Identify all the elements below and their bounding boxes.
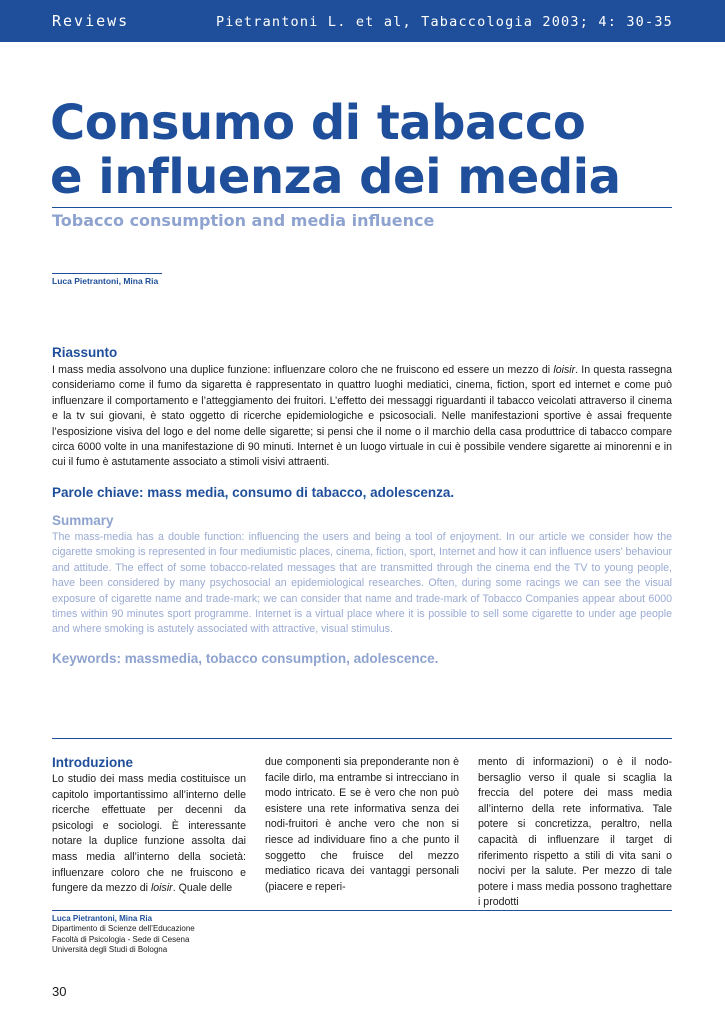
affiliation-authors: Luca Pietrantoni, Mina Ria — [52, 914, 153, 923]
body-column-3: mento di informazioni) o è il nodo-bersaglio verso il quale si scaglia la freccia del potere dei mass media all’interno della rete informativa. Tale potere si concretizza, peraltro, nella capacità di influenzare il target di riferimento rispetto a stili di vita sani o nocivi per la salute. Per mezzo di tale potere i mass media possono traghettare i prodotti — [478, 756, 672, 909]
authors-rule — [52, 273, 162, 274]
journal-header-bar — [0, 0, 725, 42]
affiliation-line-3: Università degli Studi di Bologna — [52, 945, 168, 955]
page-number: 30 — [52, 984, 67, 999]
article-title — [50, 96, 690, 204]
body-column-2: due componenti sia preponderante non è facile dirlo, ma entrambe si intrecciano in modo intricato. E se è vero che non può esistere una rete informativa senza dei nodi-fruitori è anche vero che non si riesce ad individuare fino a che punto il soggetto che fruisce del mezzo mediatico ricava dei vantaggi personali (piacere e reperi- — [265, 756, 459, 893]
article-subtitle: Tobacco consumption and media influence — [52, 211, 435, 230]
title-line-2: e influenza dei media — [50, 149, 621, 205]
affiliation-line-2: Facoltà di Psicologia - Sede di Cesena — [52, 934, 190, 944]
parole-chiave: Parole chiave: mass media, consumo di tabacco, adolescenza. — [52, 485, 455, 500]
title-rule — [52, 207, 672, 208]
column-1-text-end: . Quale delle — [172, 882, 233, 895]
summary-heading: Summary — [52, 513, 114, 528]
riassunto-text-part2: . In questa rassegna consideriamo come il fumo da sigaretta è rappresentato in quattro luoghi mediatici, cinema, fiction, sport ed internet e come può influenzare il comportamento e l’atteggiamento dei fruitori. L’effetto dei messaggi riguardanti il tabacco veicolati attraverso il cinema e la tv sui giovani, è stato oggetto di ricerche epidemiologiche e psicosociali. Nelle manifestazioni sportive è assai frequente l’esposizione visiva del logo e del nome delle sigarette; si pensi che il nome o il marchio della casa produttrice di tabacco compare circa 6000 volte in una manifestazione di 90 minuti. Internet è un luogo virtuale in cui è possibile vendere sigarette ai minorenni e in cui il fumo è astutamente associato a stimoli visivi attraenti. — [52, 364, 672, 469]
author-affiliation — [52, 914, 195, 956]
riassunto-text-part1: I mass media assolvono una duplice funzione: influenzare coloro che ne fruiscono ed essere un mezzo di — [52, 364, 554, 376]
summary-text: The mass-media has a double function: influencing the users and being a tool of enjoyment. In our article we consider how the cigarette smoking is represented in four mediumistic places, cinema, fiction, sport, Internet and how it can influence users’ behaviour and attitude. The effect of some tobacco-related messages that are transmitted through the cinema end the TV to young people, have been considered by many psychosocial an epidemiological researches. Often, during some racings we can see the visual exposure of cigarette name and trade-mark; we can consider that name and trade-mark of Tobacco Companies appear about 6000 times within 90 minutes sport programme. Internet is a virtual place where it is possible to sell some cigarette to under age people and where smoking is astutely associated with attractive, visual stimulus. — [52, 531, 672, 636]
body-column-1 — [52, 772, 246, 897]
article-authors: Luca Pietrantoni, Mina Ria — [52, 276, 159, 286]
section-label: Reviews — [52, 12, 130, 30]
introduzione-heading: Introduzione — [52, 755, 133, 770]
affiliation-line-1: Dipartimento di Scienze dell’Educazione — [52, 924, 195, 934]
column-1-text: Lo studio dei mass media costituisce un capitolo importantissimo all’interno delle ricerche effettuate per decenni da psicologi e sociologi. È interessante notare la duplice funzione assolta dai mass media all’interno della società: influenzare coloro che ne fruiscono e fungere da mezzo di — [52, 773, 246, 895]
riassunto-italic-term: loisir — [553, 364, 576, 376]
journal-citation: Pietrantoni L. et al, Tabaccologia 2003; 4: 30-35 — [215, 14, 673, 30]
riassunto-heading: Riassunto — [52, 345, 118, 360]
title-line-1: Consumo di tabacco — [50, 95, 586, 151]
riassunto-text — [52, 363, 672, 471]
column-1-italic-term: loisir — [150, 882, 173, 895]
footer-rule — [52, 910, 672, 911]
keywords: Keywords: massmedia, tobacco consumption, adolescence. — [52, 651, 439, 666]
body-rule — [52, 738, 672, 739]
